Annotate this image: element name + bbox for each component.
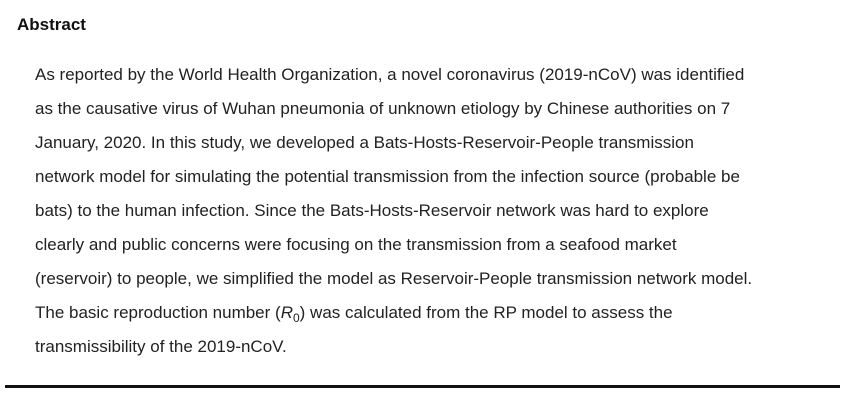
reproduction-number-symbol: R	[280, 303, 293, 322]
abstract-line-8-before: The basic reproduction number (	[35, 303, 281, 322]
abstract-line-9: transmissibility of the 2019-nCoV.	[35, 337, 287, 356]
section-divider	[5, 385, 840, 388]
abstract-line-1: As reported by the World Health Organization, a novel coronavirus (2019-nCoV) was identified	[35, 65, 745, 84]
reproduction-number-subscript: 0	[292, 311, 300, 325]
abstract-line-7: (reservoir) to people, we simplified the model as Reservoir-People transmission network model.	[35, 269, 753, 288]
abstract-line-8-after: ) was calculated from the RP model to assess the	[299, 303, 673, 322]
abstract-line-4: network model for simulating the potential transmission from the infection source (probable be	[35, 167, 740, 186]
abstract-line-5: bats) to the human infection. Since the Bats-Hosts-Reservoir network was hard to explore	[35, 201, 709, 220]
abstract-heading: Abstract	[17, 15, 86, 34]
abstract-line-2: as the causative virus of Wuhan pneumonia of unknown etiology by Chinese authorities on 7	[35, 99, 731, 118]
abstract-line-3: January, 2020. In this study, we developed a Bats-Hosts-Reservoir-People transmission	[35, 133, 694, 152]
abstract-body	[35, 58, 825, 364]
abstract-line-6: clearly and public concerns were focusing on the transmission from a seafood market	[35, 235, 677, 254]
abstract-line-8	[35, 296, 825, 330]
